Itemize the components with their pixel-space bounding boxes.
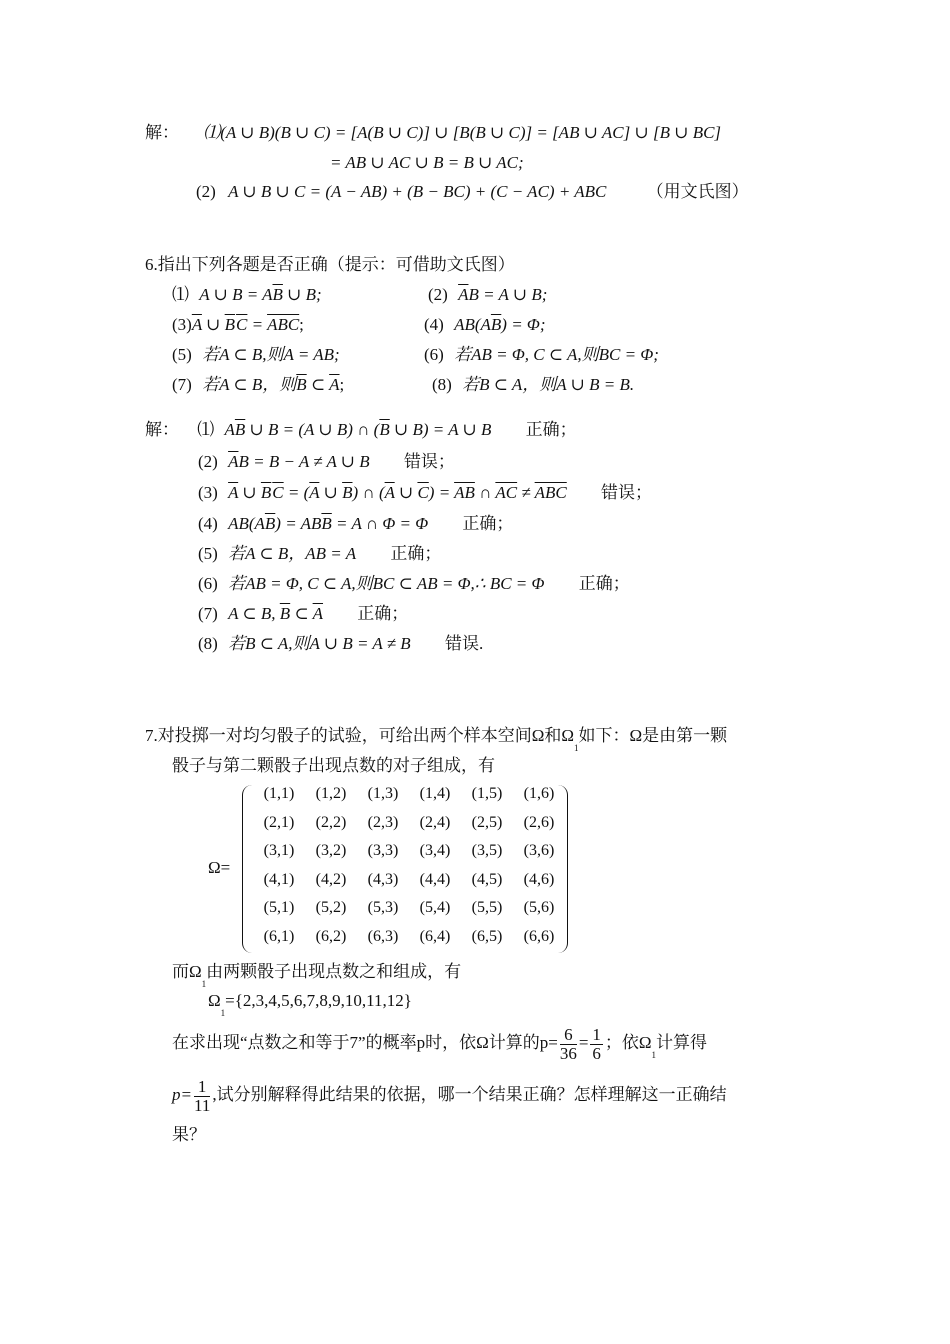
item-number: (7) [198, 604, 218, 623]
matrix-cell: (5,5) [471, 899, 503, 916]
matrix-cell: (2,4) [419, 813, 451, 831]
matrix-cell: (6,3) [367, 927, 399, 945]
matrix-cell: (3,1) [263, 842, 295, 859]
matrix-cell: (1,1) [263, 785, 295, 802]
equals: = [578, 1033, 589, 1052]
solution-label: 解： [145, 123, 179, 142]
problem6-item-1 [172, 284, 322, 306]
verdict-correct: 正确； [525, 420, 577, 439]
solution6-line-1: 解： ⑴ $A\overline{B}$ ∪ B = (A ∪ B) ∩ ($\overline{B}$ ∪ B) = A ∪ B 正确； [145, 420, 577, 439]
matrix-cell: (3,4) [419, 842, 451, 859]
problem7-line-6 [172, 1075, 727, 1115]
denominator: 36 [559, 1043, 577, 1063]
item-expr: ∪ B; [282, 285, 322, 304]
solution6-line-3: (3) $\overline{A}$ ∪ $\overline{B}\overline{C} = (\overline{A}$ ∪ $\overline{B}$) ∩ ($\overline{A}$ ∪ $\overline{C}) = \overline{AB}$ ∩ $\overline{AC} \ne \overline{ABC}$ 错误； [198, 483, 652, 502]
problem7-text: 而Ω [172, 962, 202, 981]
item-number: ⑴ [197, 420, 215, 439]
solution1-line2 [330, 152, 524, 174]
matrix-cell: (2,1) [263, 813, 295, 831]
overlined-expr: $\overline{B}$ [296, 375, 307, 394]
problem7-text: 7.对投掷一对均匀骰子的试验，可给出两个样本空间Ω和Ω [145, 726, 575, 745]
venn-note: （用文氏图） [646, 182, 749, 201]
problem7-text: p= [172, 1085, 192, 1104]
fraction-6-36 [560, 1026, 577, 1063]
item-expr: 若B ⊂ A，则A ∪ B = B. [462, 375, 635, 394]
numerator: 1 [194, 1078, 210, 1097]
verdict-correct: 正确； [462, 514, 514, 533]
solution6-line-2: (2) $\overline{A}B = B - A \ne A$ ∪ B 错误； [198, 452, 455, 471]
omega1-set [208, 990, 412, 1024]
matrix-cell: (6,6) [523, 927, 555, 945]
verdict-wrong: 错误； [601, 483, 652, 502]
item-expr: AB(A [454, 315, 491, 334]
solution-expr: B = B − A ≠ A ∪ B [238, 452, 370, 471]
problem6-item-6 [424, 344, 659, 366]
problem7-text: 计算得 [656, 1033, 708, 1052]
item-number: (2) [198, 452, 218, 471]
item-number: (3) [172, 315, 192, 334]
fraction-1-11 [194, 1078, 210, 1115]
matrix-cell: (4,5) [471, 870, 503, 888]
matrix-cell: (3,3) [367, 842, 399, 859]
numerator: 1 [592, 1024, 601, 1044]
matrix-cell: (1,2) [315, 785, 347, 802]
item-expr: 若A ⊂ B，则 [202, 375, 297, 394]
problem7-line-7: 果？ [172, 1125, 206, 1144]
matrix-cell: (2,5) [471, 813, 503, 831]
denominator: 11 [193, 1095, 211, 1115]
overlined-expr: $\overline{C}$ [236, 315, 248, 334]
overlined-expr: $\overline{B}$ [272, 285, 283, 304]
item-number: (6) [198, 574, 218, 593]
problem7-text: 如下：Ω是由第一颗 [578, 726, 728, 745]
solution6-line-8 [198, 633, 483, 655]
item-expr: ; [339, 375, 345, 394]
item-expr: ⊂ [306, 375, 330, 394]
solution-expr: 若A ⊂ B，AB = A [228, 544, 357, 563]
subscript: 1 [651, 1050, 657, 1060]
matrix-cell: (4,4) [419, 870, 451, 888]
problem7-line-1 [145, 725, 727, 759]
matrix-cell: (1,5) [471, 785, 503, 802]
verdict-correct: 正确； [578, 574, 630, 593]
verdict-wrong: 错误； [403, 452, 455, 471]
problem7-text: ；依Ω [604, 1033, 652, 1052]
problem7-text: ,试分别解释得此结果的依据，哪一个结果正确？怎样理解这一正确结 [212, 1085, 727, 1104]
matrix-cell: (6,2) [315, 927, 347, 945]
problem7-line-5 [172, 1023, 707, 1075]
item-number: (4) [424, 315, 444, 334]
problem6-title: 6.指出下列各题是否正确（提示：可借助文氏图） [145, 255, 515, 274]
item-number: (4) [198, 514, 218, 533]
matrix-cell: (4,1) [263, 870, 295, 888]
solution1-eq2: = AB ∪ AC ∪ B = B ∪ AC; [330, 153, 524, 172]
solution1-eq3: A ∪ B ∪ C = (A − AB) + (B − BC) + (C − AC) + ABC [228, 182, 607, 201]
solution1-eq1: ⑴(A ∪ B)(B ∪ C) = [A(B ∪ C)] ∪ [B(B ∪ C)] = [AB ∪ AC] ∪ [B ∪ BC] [203, 123, 722, 142]
problem6-item-5 [172, 344, 340, 366]
denominator: 6 [592, 1043, 601, 1063]
matrix-cell: (4,3) [367, 870, 399, 888]
matrix-cell: (5,3) [367, 899, 399, 916]
matrix-cell: (2,6) [523, 813, 555, 831]
matrix-cell: (5,1) [263, 899, 295, 916]
left-brace [242, 785, 253, 953]
problem6-item-4 [424, 314, 546, 336]
overlined-expr: $\overline{ABC}$ [267, 315, 300, 334]
solution6-line-4: (4) $AB(A\overline{B}) = AB\overline{B} = A$ ∩ Φ = Φ 正确； [198, 514, 514, 533]
fraction-1-6 [590, 1026, 603, 1063]
solution1-line3 [196, 181, 749, 203]
solution6-line-6 [198, 573, 630, 595]
item-number: (7) [172, 375, 192, 394]
matrix-cell: (3,5) [471, 842, 503, 859]
matrix-cell: (4,6) [523, 870, 555, 888]
item-number: (3) [198, 483, 218, 502]
matrix-cell: (6,5) [471, 927, 503, 945]
item-expr: 若A ⊂ B,则A = AB; [202, 345, 340, 364]
problem6-item-7 [172, 374, 344, 396]
matrix-cell: (1,6) [523, 785, 555, 802]
matrix-cell: (5,6) [523, 899, 555, 916]
omega1-symbol: Ω [208, 991, 221, 1010]
item-number: (2) [196, 182, 216, 201]
subscript: 1 [201, 979, 207, 989]
matrix-cell: (5,2) [315, 899, 347, 916]
subscript: 1 [220, 1008, 226, 1018]
solution6-line-5 [198, 543, 441, 565]
item-number: (5) [172, 345, 192, 364]
solution-expr: 若B ⊂ A,则A ∪ B = A ≠ B [228, 634, 411, 653]
matrix-cell: (2,2) [315, 813, 347, 831]
verdict-correct: 正确； [357, 604, 409, 623]
item-expr: ∪ [201, 315, 225, 334]
item-number: ⑴ [172, 285, 189, 304]
problem7-line-2: 骰子与第二颗骰子出现点数的对子组成，有 [172, 756, 495, 775]
verdict-correct: 正确； [390, 544, 442, 563]
matrix-cell: (4,2) [315, 870, 347, 888]
item-number: (6) [424, 345, 444, 364]
matrix-cell: (2,3) [367, 813, 399, 831]
numerator: 6 [560, 1026, 577, 1045]
solution-label: 解： [145, 420, 179, 439]
item-expr: A ∪ B = A [199, 285, 273, 304]
problem6-item-3: $(3)\overline{A}$ ∪ $\overline{B}\overline{C} = \overline{ABC}$; [172, 315, 304, 334]
overlined-expr: $\overline{A}$ [191, 315, 202, 334]
overlined-expr: $\overline{B}$ [490, 315, 502, 334]
item-number: (8) [198, 634, 218, 653]
overlined-expr: $\overline{A}$ [329, 375, 340, 394]
matrix-cell: (3,6) [523, 842, 555, 859]
matrix-cell: (6,1) [263, 927, 295, 945]
omega-matrix [242, 785, 568, 953]
item-number: (2) [428, 285, 448, 304]
set-expr: ={2,3,4,5,6,7,8,9,10,11,12} [225, 991, 412, 1010]
subscript: 1 [574, 743, 579, 753]
solution1-line1 [145, 122, 721, 144]
problem7-text: 由两颗骰子出现点数之和组成，有 [206, 962, 462, 981]
verdict-wrong: 错误. [444, 634, 484, 653]
problem7-text: 在求出现“点数之和等于7”的概率p时，依Ω计算的p= [172, 1033, 558, 1052]
omega-label: Ω= [208, 858, 231, 877]
matrix-cell: (6,4) [419, 927, 451, 945]
overlined-expr: $\overline{B}$ [224, 315, 236, 334]
item-expr: 若AB = Φ, C ⊂ A,则BC = Φ; [454, 345, 659, 364]
matrix-cell: (1,3) [367, 785, 399, 802]
matrix-cell: (5,4) [419, 899, 451, 916]
item-number: (8) [432, 375, 452, 394]
solution6-line-7: (7) A ⊂ B, $\overline{B}$ ⊂ $\overline{A}$ 正确； [198, 604, 409, 623]
matrix-cell: (3,2) [315, 842, 347, 859]
item-expr: B = A ∪ B; [468, 285, 548, 304]
matrix-cell: (1,4) [419, 785, 451, 802]
overlined-expr: $\overline{A}$ [458, 285, 469, 304]
item-number: (5) [198, 544, 218, 563]
problem6-item-8 [432, 374, 634, 396]
item-expr: ) = Φ; [501, 315, 546, 334]
solution-expr: 若AB = Φ, C ⊂ A,则BC ⊂ AB = Φ,∴ BC = Φ [228, 574, 545, 593]
problem6-item-2 [428, 284, 547, 306]
